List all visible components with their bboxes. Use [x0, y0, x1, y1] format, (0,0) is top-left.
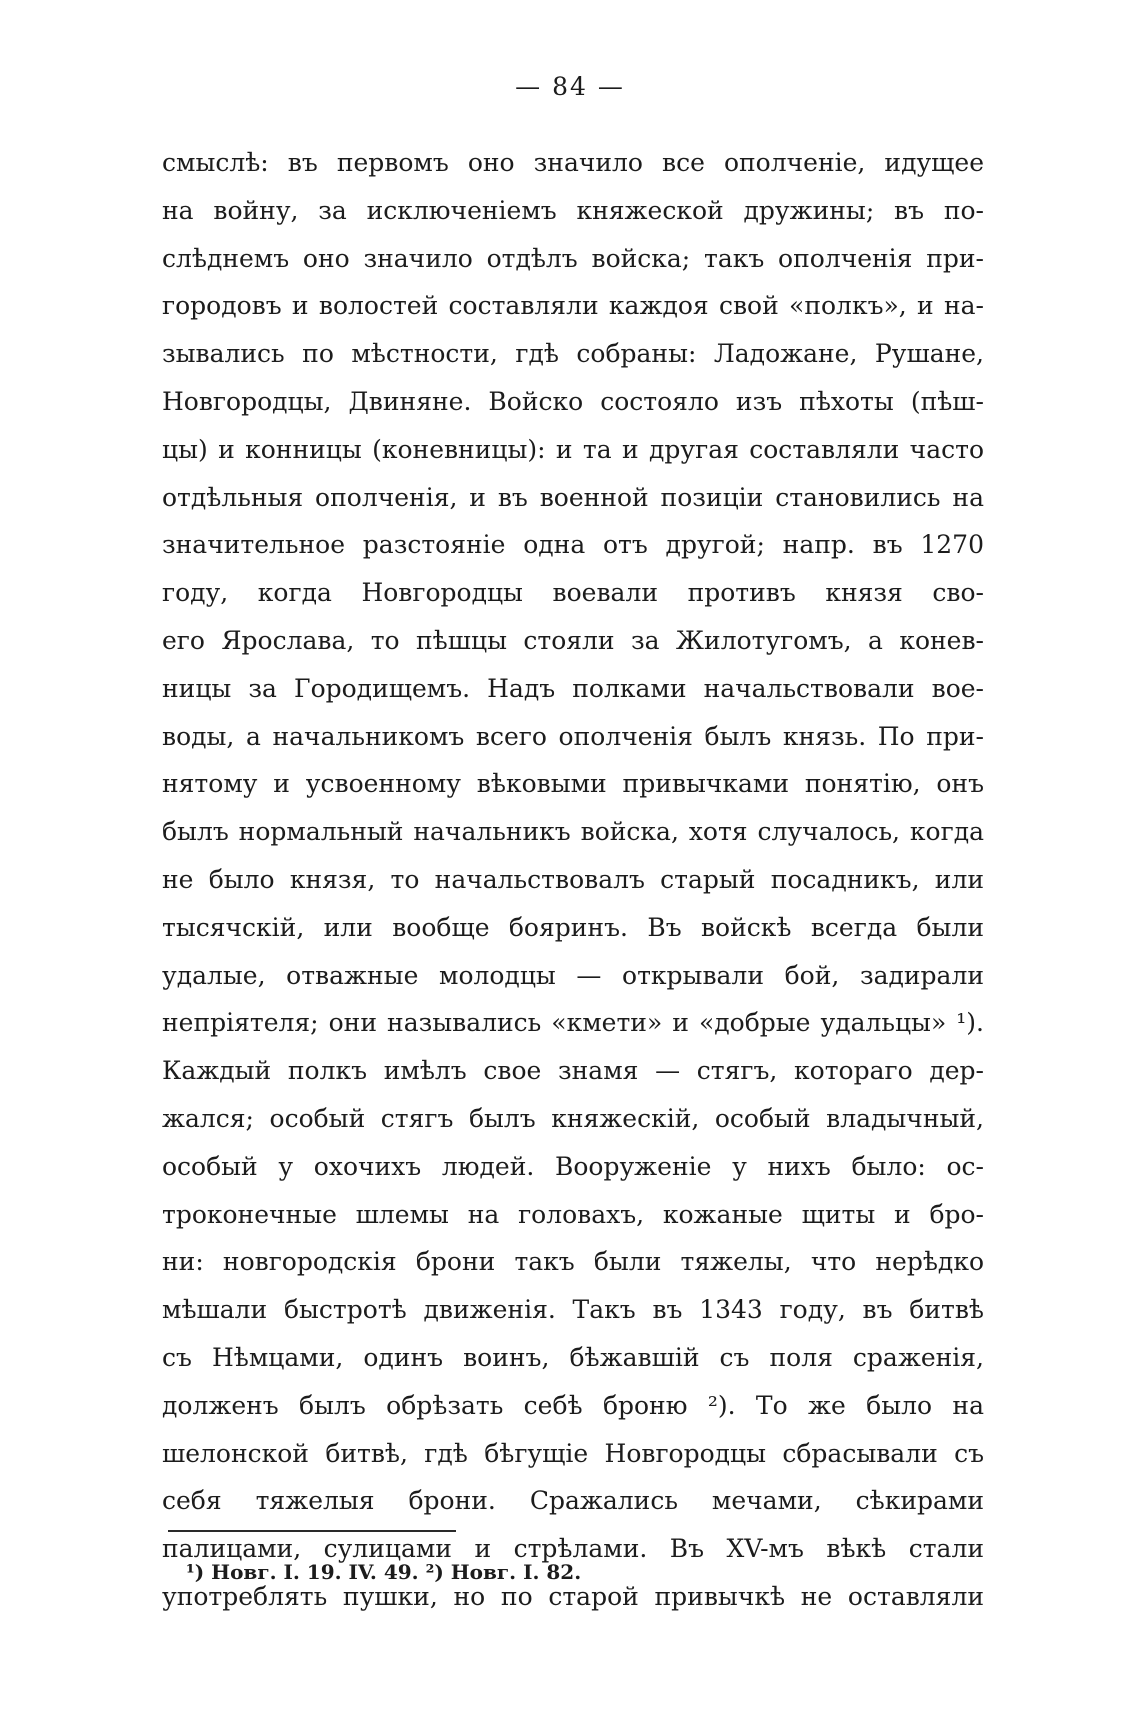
text-line: воды, а начальникомъ всего ополченія былъ князь. По при- [162, 721, 984, 751]
text-line: Каждый полкъ имѣлъ свое знамя — стягъ, котораго дер- [162, 1056, 984, 1086]
text-line: нятому и усвоенному вѣковыми привычками понятію, онъ [162, 769, 984, 799]
text-line: съ Нѣмцами, одинъ воинъ, бѣжавшій съ поля сраженія, [162, 1342, 984, 1372]
text-line: на войну, за исключеніемъ княжеской дружины; въ по- [162, 195, 984, 225]
page-number: — 84 — [515, 72, 625, 101]
text-line: цы) и конницы (коневницы): и та и другая составляли часто [162, 434, 984, 464]
text-line: городовъ и волостей составляли каждоя свой «полкъ», и на- [162, 291, 984, 321]
text-line: не было князя, то начальствовалъ старый посадникъ, или [162, 864, 984, 894]
body-text [162, 139, 984, 1621]
text-line: году, когда Новгородцы воевали противъ князя сво- [162, 578, 984, 608]
text-line: удалые, отважные молодцы — открывали бой, задирали [162, 960, 984, 990]
text-line: слѣднемъ оно значило отдѣлъ войска; такъ ополченія при- [162, 243, 984, 273]
text-line: палицами, сулицами и стрѣлами. Въ XV-мъ вѣкѣ стали [162, 1534, 984, 1564]
footnote-rule [168, 1530, 456, 1532]
text-line: смыслѣ: въ первомъ оно значило все ополченіе, идущее [162, 148, 984, 177]
text-line: употреблять пушки, но по старой привычкѣ не оставляли [162, 1581, 984, 1611]
text-line: отдѣльныя ополченія, и въ военной позиціи становились на [162, 482, 984, 512]
text-line: непріятеля; они назывались «кмети» и «добрые удальцы» ¹). [162, 1008, 984, 1038]
text-line: его Ярослава, то пѣшцы стояли за Жилотугомъ, а конев- [162, 625, 984, 655]
text-line: шелонской битвѣ, гдѣ бѣгущіе Новгородцы сбрасывали съ [162, 1438, 984, 1468]
text-line: особый у охочихъ людей. Вооруженіе у нихъ было: ос- [162, 1151, 984, 1181]
text-line: значительное разстояніе одна отъ другой; напр. въ 1270 [162, 530, 984, 560]
text-line: мѣшали быстротѣ движенія. Такъ въ 1343 году, въ битвѣ [162, 1295, 984, 1325]
text-line: долженъ былъ обрѣзать себѣ броню ²). То же было на [162, 1390, 984, 1420]
text-line: ни: новгородскія брони такъ были тяжелы, что нерѣдко [162, 1247, 984, 1277]
text-line: зывались по мѣстности, гдѣ собраны: Ладожане, Рушане, [162, 339, 984, 369]
text-line: Новгородцы, Двиняне. Войско состояло изъ пѣхоты (пѣш- [162, 386, 984, 416]
text-line: ницы за Городищемъ. Надъ полками начальствовали вое- [162, 673, 984, 703]
text-line: былъ нормальный начальникъ войска, хотя случалось, когда [162, 817, 984, 847]
text-line: тысячскій, или вообще бояринъ. Въ войскѣ всегда были [162, 912, 984, 942]
footnote: ¹) Новг. I. 19. IV. 49. ²) Новг. I. 82. [186, 1560, 582, 1584]
text-line: себя тяжелыя брони. Сражались мечами, сѣкирами [162, 1486, 984, 1516]
text-line: троконечные шлемы на головахъ, кожаные щиты и бро- [162, 1199, 984, 1229]
text-line: жался; особый стягъ былъ княжескій, особый владычный, [162, 1103, 984, 1133]
